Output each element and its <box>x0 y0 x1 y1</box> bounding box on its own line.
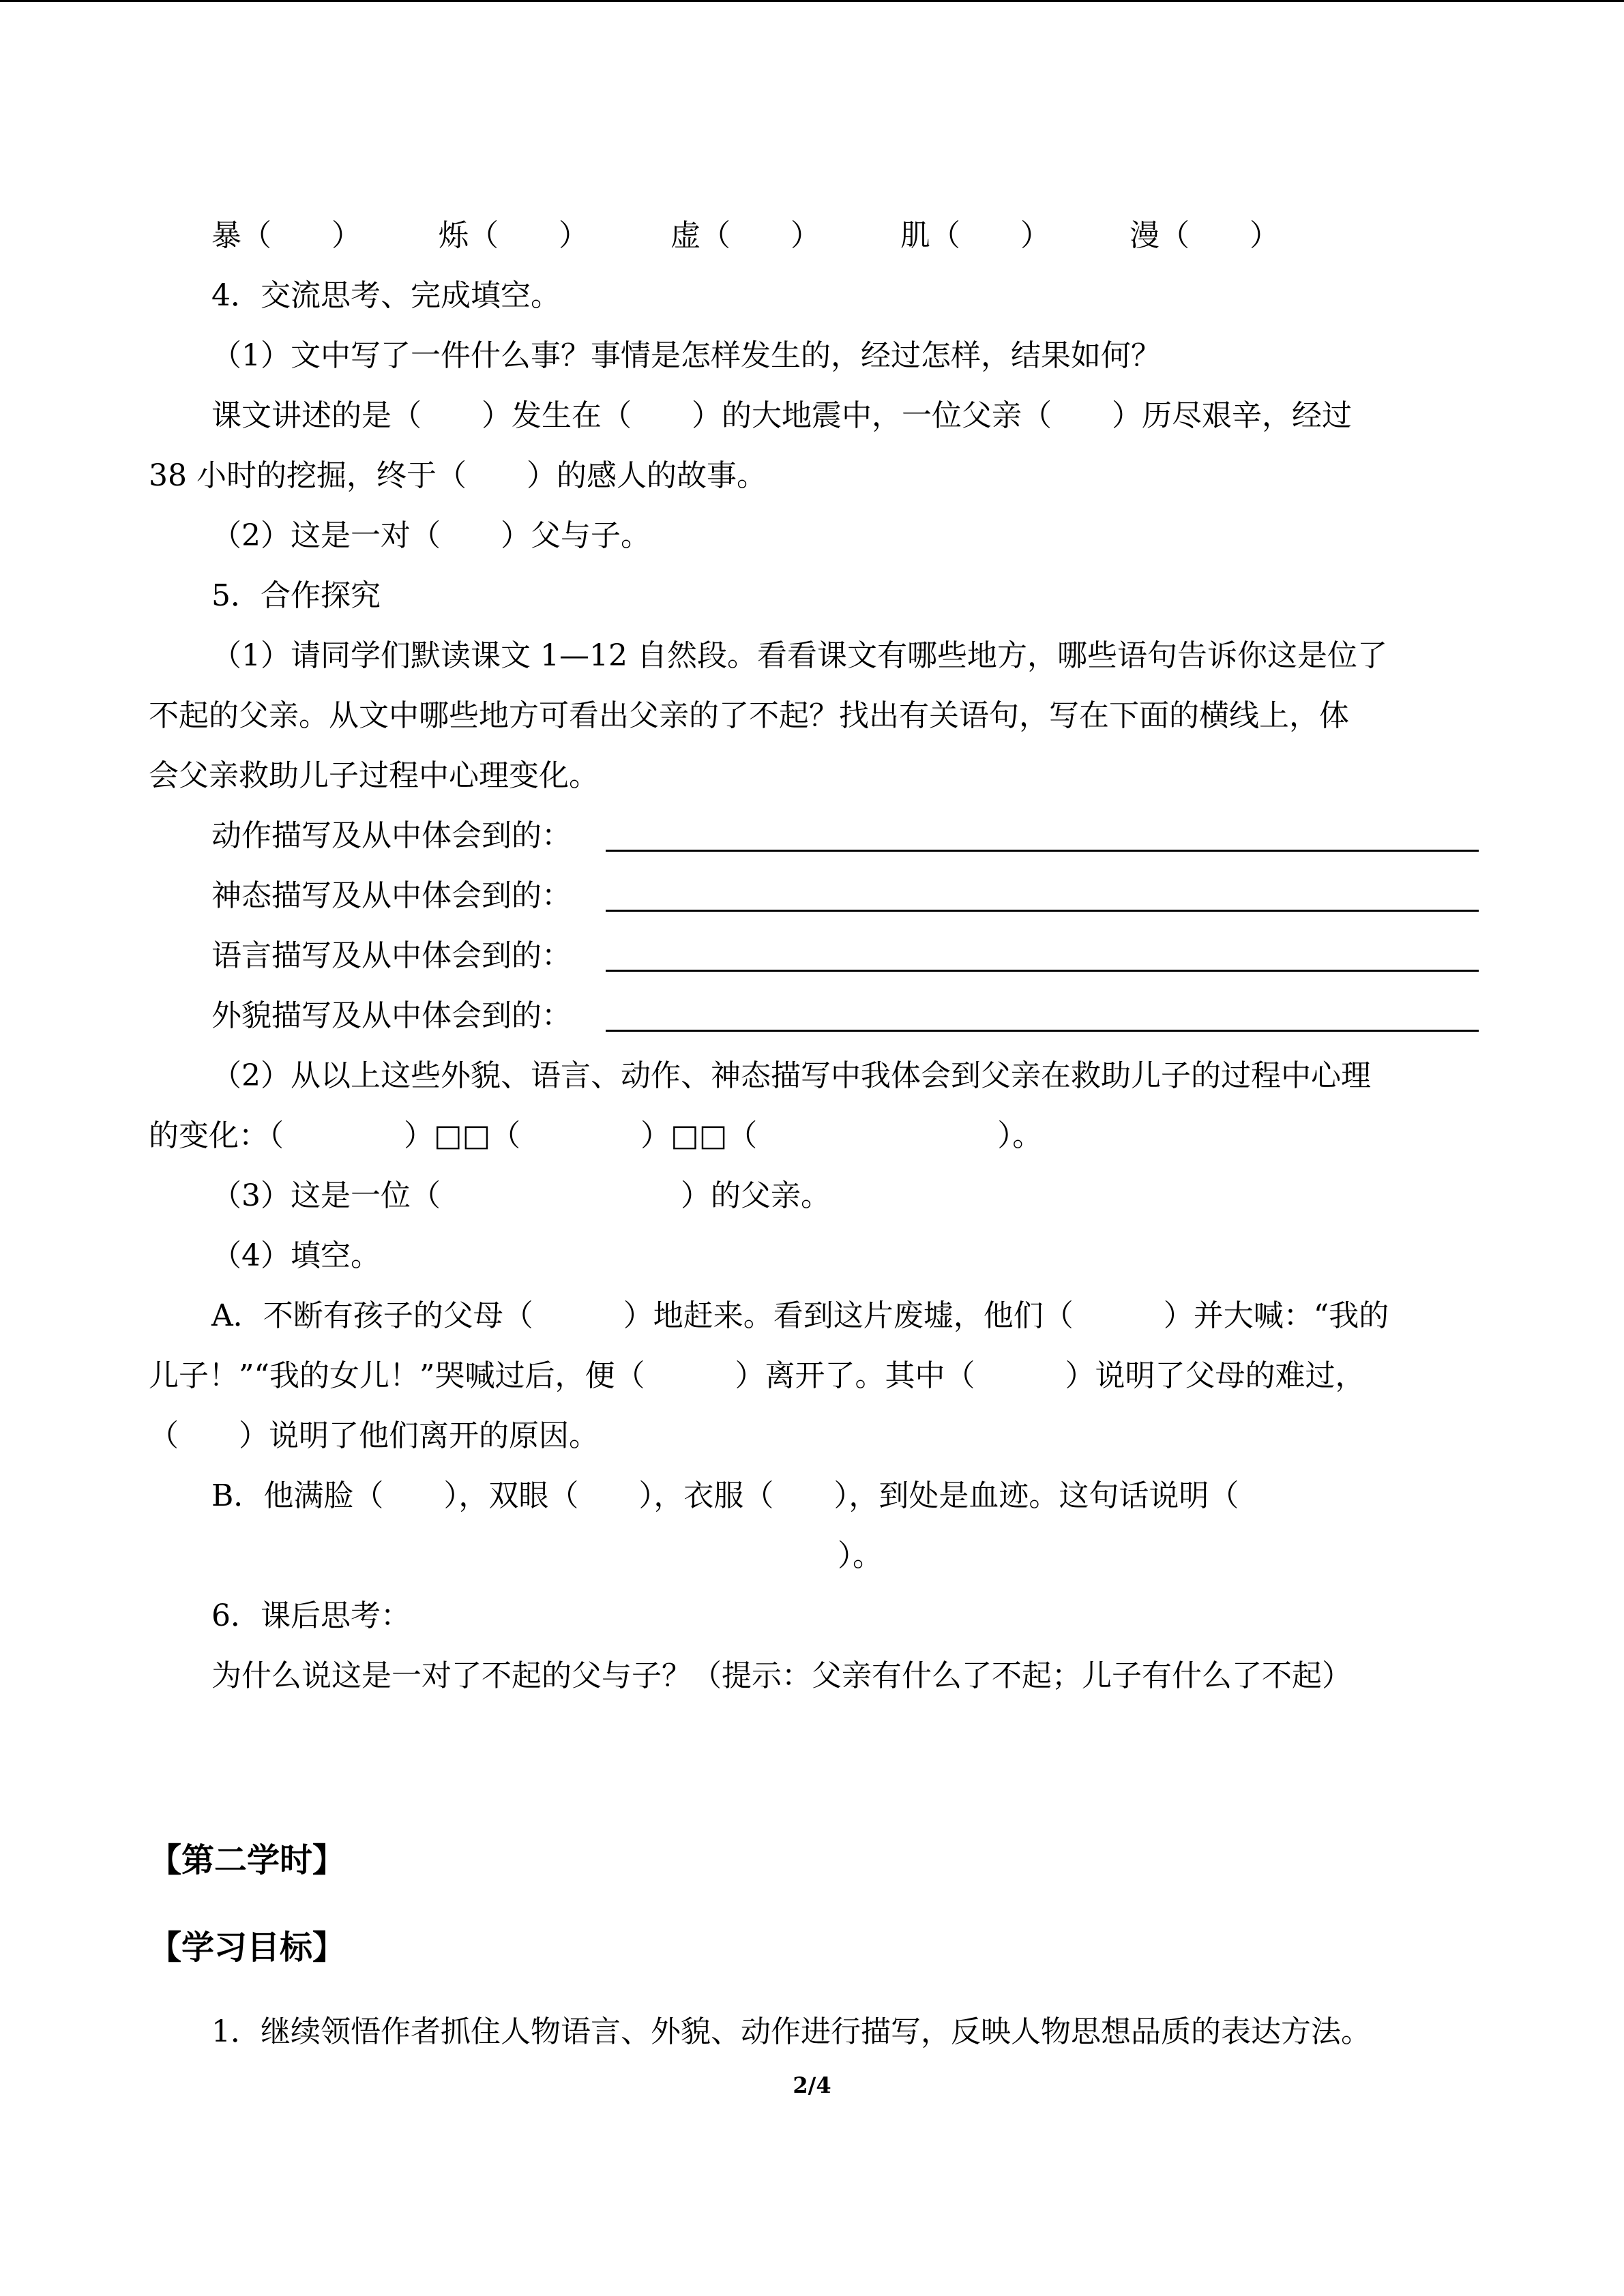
char-blank-2: 烁（ ） <box>439 218 589 253</box>
step5-heading: 5．合作探究 <box>211 578 381 613</box>
step5-q4: （4）填空。 <box>211 1238 381 1273</box>
step5-q3: （3）这是一位（ ）的父亲。 <box>211 1178 831 1213</box>
step5-b-line2: ）。 <box>838 1538 883 1573</box>
char-blank-1: 暴（ ） <box>211 218 361 253</box>
step6-heading: 6．课后思考： <box>211 1598 411 1633</box>
step5-q1-line3: 会父亲救助儿子过程中心理变化。 <box>149 758 599 793</box>
step5-q1-line1: （1）请同学们默读课文 1—12 自然段。看看课文有哪些地方，哪些语句告诉你这是位了 <box>211 638 1387 673</box>
step5-b-line1: B．他满脸（ ），双眼（ ），衣服（ ），到处是血迹。这句话说明（ <box>211 1478 1239 1513</box>
blank-label-action: 动作描写及从中体会到的： <box>211 818 572 853</box>
blank-label-speech: 语言描写及从中体会到的： <box>211 938 572 973</box>
blank-label-appearance: 外貌描写及从中体会到的： <box>211 998 572 1033</box>
step6-question: 为什么说这是一对了不起的父与子？（提示：父亲有什么了不起；儿子有什么了不起） <box>211 1658 1352 1693</box>
char-blank-4: 肌（ ） <box>900 218 1050 253</box>
page-number: 2/4 <box>793 2072 831 2098</box>
step4-q1-answer-line2: 38 小时的挖掘，终于（ ）的感人的故事。 <box>149 458 767 493</box>
char-blank-3: 虚（ ） <box>670 218 821 253</box>
step5-a-line3: （ ）说明了他们离开的原因。 <box>149 1418 599 1453</box>
step4-q1-answer-line1: 课文讲述的是（ ）发生在（ ）的大地震中，一位父亲（ ）历尽艰辛，经过 <box>211 398 1352 433</box>
goals-title: 【学习目标】 <box>149 1928 346 1967</box>
step4-q2: （2）这是一对（ ）父与子。 <box>211 518 651 553</box>
step5-q2-line2: 的变化：（ ）□□（ ）□□（ ）。 <box>149 1118 1043 1153</box>
blank-label-expression: 神态描写及从中体会到的： <box>211 878 572 913</box>
answer-line-action[interactable] <box>606 850 1479 852</box>
page-top-border <box>0 0 1624 2</box>
step5-q2-line1: （2）从以上这些外貌、语言、动作、神态描写中我体会到父亲在救助儿子的过程中心理 <box>211 1058 1371 1093</box>
step5-a-line2: 儿子！”“我的女儿！”哭喊过后，便（ ）离开了。其中（ ）说明了父母的难过， <box>149 1358 1365 1393</box>
step5-a-line1: A．不断有孩子的父母（ ）地赶来。看到这片废墟，他们（ ）并大喊：“我的 <box>211 1298 1389 1333</box>
step4-heading: 4．交流思考、完成填空。 <box>211 278 561 313</box>
answer-line-expression[interactable] <box>606 910 1479 912</box>
lesson2-title: 【第二学时】 <box>149 1841 346 1879</box>
answer-line-speech[interactable] <box>606 970 1479 972</box>
goal-1: 1．继续领悟作者抓住人物语言、外貌、动作进行描写，反映人物思想品质的表达方法。 <box>211 2014 1371 2049</box>
step5-q1-line2: 不起的父亲。从文中哪些地方可看出父亲的了不起？找出有关语句，写在下面的横线上，体 <box>149 698 1349 733</box>
step4-q1: （1）文中写了一件什么事？事情是怎样发生的，经过怎样，结果如何？ <box>211 338 1161 373</box>
answer-line-appearance[interactable] <box>606 1030 1479 1032</box>
char-blank-5: 漫（ ） <box>1130 218 1280 253</box>
